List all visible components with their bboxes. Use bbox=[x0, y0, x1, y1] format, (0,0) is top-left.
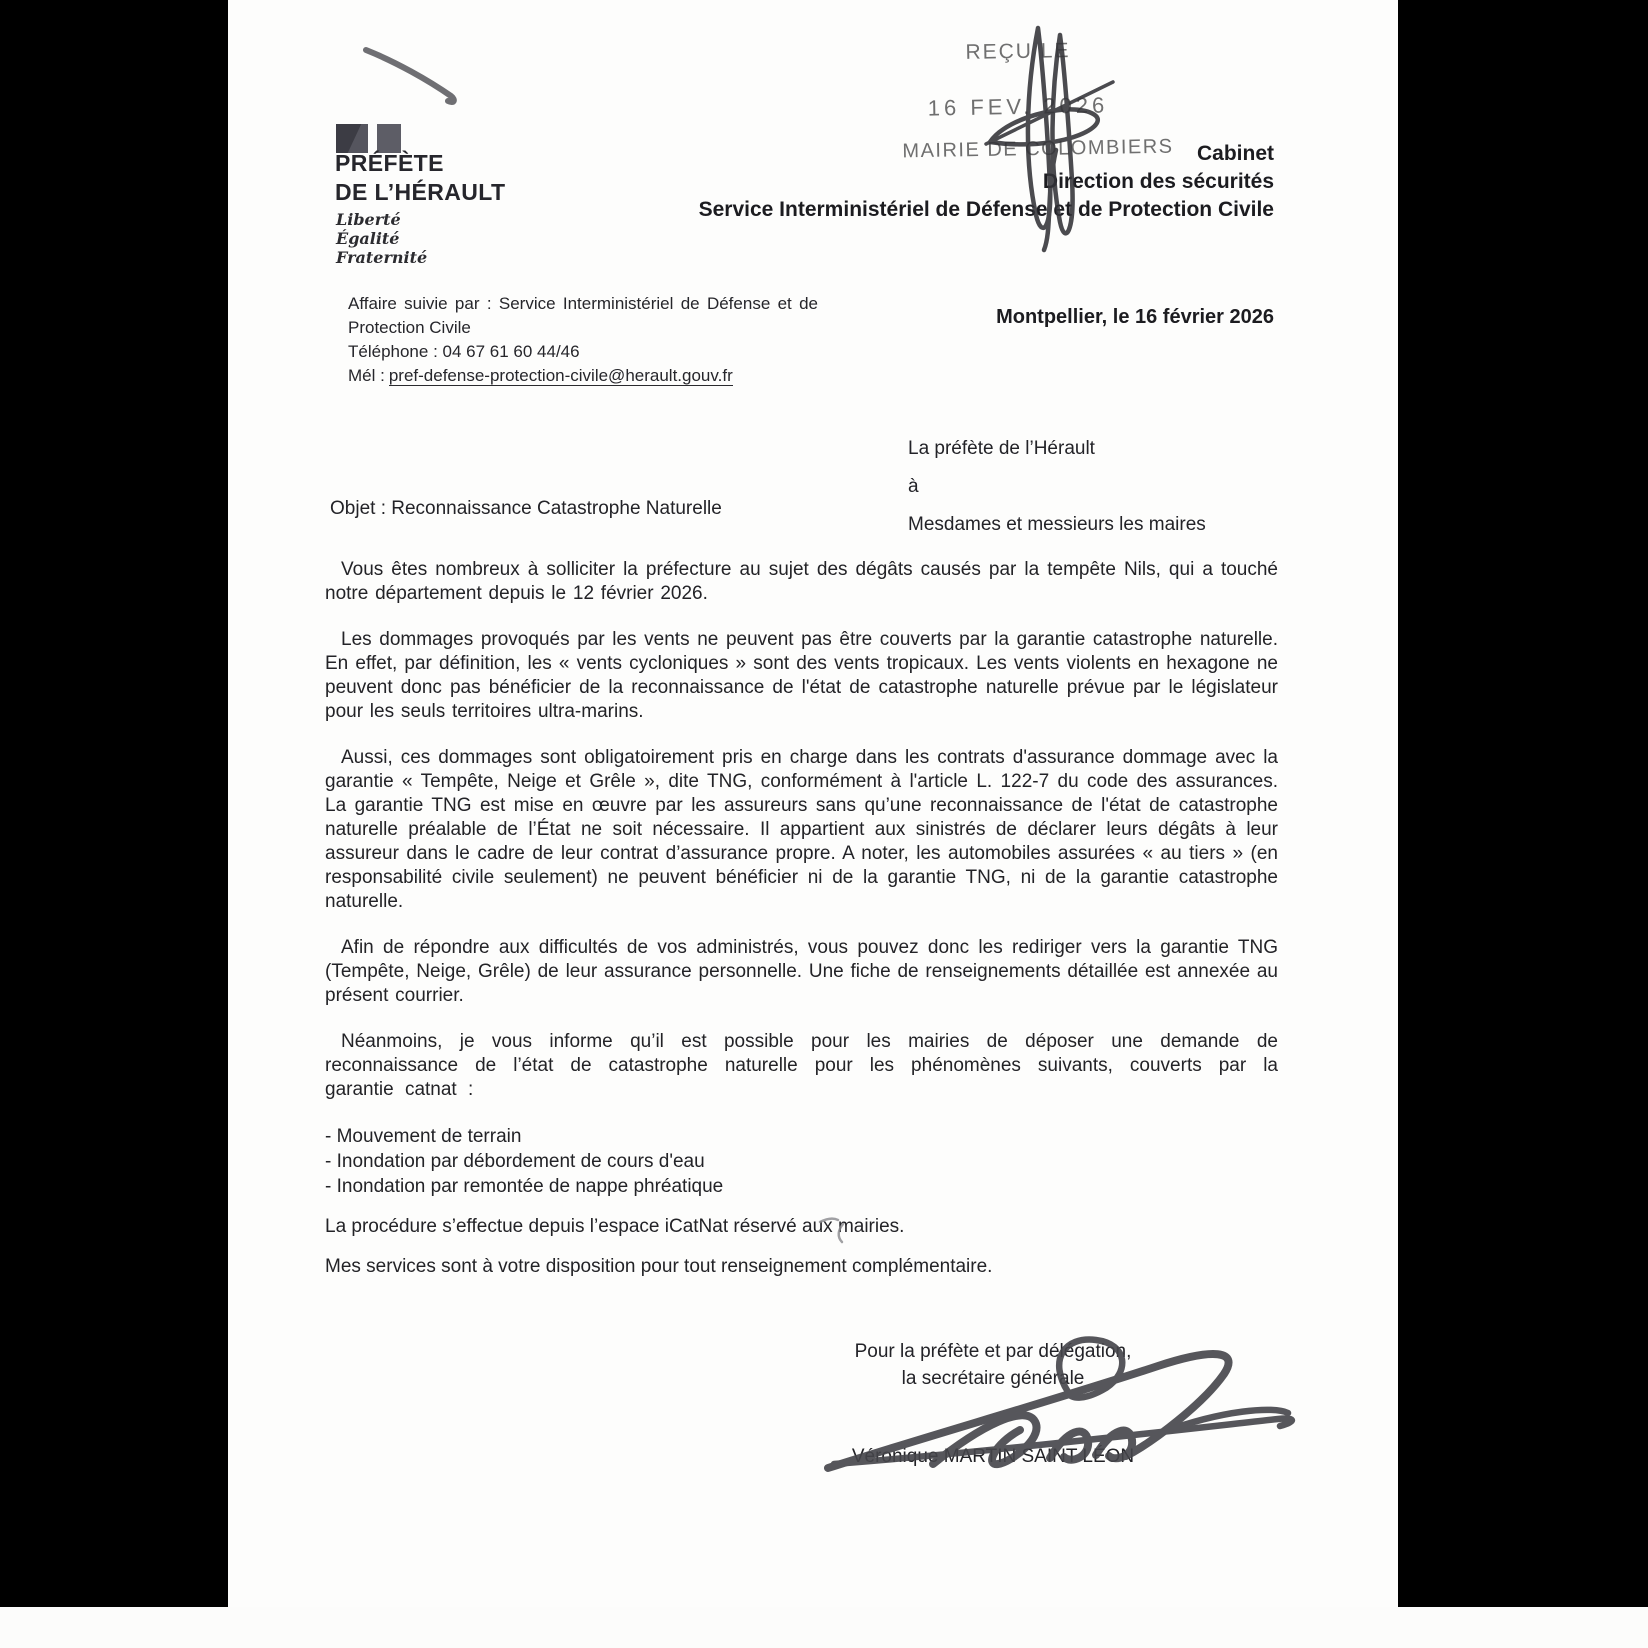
paragraph: Les dommages provoqués par les vents ne peuvent pas être couverts par la garantie catastrophe naturelle. En effet, par définition, les « vents cycloniques » sont des vents tropicaux. Les vents violents en hexagone ne peuvent donc pas bénéficier de la reconnaissance de l'état de catastrophe naturelle prévue par le législateur pour les seuls territoires ultra-marins. bbox=[325, 629, 1278, 722]
signature-role-line: la secrétaire générale bbox=[901, 1368, 1085, 1389]
service-cabinet: Cabinet bbox=[1196, 142, 1274, 165]
recipient-addressee: Mesdames et messieurs les maires bbox=[908, 514, 1206, 535]
motto-liberte: Liberté bbox=[336, 210, 401, 229]
contact-email-line bbox=[348, 364, 818, 388]
recipient-sender: La préfète de l’Hérault bbox=[908, 438, 1095, 459]
paragraph: Afin de répondre aux difficultés de vos administrés, vous pouvez donc les rediriger vers la garantie TNG (Tempête, Neige, Grêle) de leur assurance personnelle. Une fiche de renseignements détaillée est annexée au présent courrier. bbox=[325, 937, 1278, 1006]
letter-body bbox=[325, 558, 1278, 1279]
motto-fraternite: Fraternité bbox=[336, 248, 428, 267]
paragraph: Aussi, ces dommages sont obligatoirement pris en charge dans les contrats d'assurance dommage avec la garantie « Tempête, Neige et Grêle », dite TNG, conformément à l'article L. 122-7 du code des assurances. La garantie TNG est mise en œuvre par les assureurs sans qu’une reconnaissance de l'état de catastrophe naturelle préalable de l’État ne soit nécessaire. Il appartient aux sinistrés de déclarer leurs dégâts à leur assureur dans le cadre de leur contrat d’assurance propre. A noter, les automobiles assurées « au tiers » (en responsabilité civile seulement) ne peuvent bénéficier ni de la garantie TNG, ni de la garantie catastrophe naturelle. bbox=[325, 747, 1278, 912]
phenomena-list bbox=[325, 1124, 1278, 1199]
subject-line: Objet : Reconnaissance Catastrophe Naturelle bbox=[330, 498, 722, 519]
service-direction: Direction des sécurités bbox=[1042, 170, 1274, 193]
signature-delegation-line: Pour la préfète et par délégation, bbox=[854, 1341, 1132, 1362]
letterhead-motto bbox=[336, 210, 427, 267]
pen-stroke-icon bbox=[366, 50, 454, 102]
list-item: - Inondation par remontée de nappe phréatique bbox=[325, 1176, 724, 1197]
paragraph: Néanmoins, je vous informe qu’il est possible pour les mairies de déposer une demande de reconnaissance de l’état de catastrophe naturelle pour les phénomènes suivants, couverts par la garantie catnat : bbox=[325, 1031, 1278, 1100]
received-stamp-mairie: MAIRIE DE COLOMBIERS bbox=[902, 135, 1174, 163]
service-sidpc: Service Interministériel de Défense et de Protection Civile bbox=[698, 198, 1274, 221]
letterhead-title bbox=[335, 149, 505, 207]
signature-block bbox=[823, 1338, 1163, 1392]
list-item: - Inondation par débordement de cours d'eau bbox=[325, 1151, 705, 1172]
letter-page bbox=[228, 0, 1398, 1607]
contact-phone: Téléphone : 04 67 61 60 44/46 bbox=[348, 342, 580, 361]
letterhead-title-line1: PRÉFÈTE bbox=[335, 150, 444, 176]
contact-email: pref-defense-protection-civile@herault.gouv.fr bbox=[388, 366, 733, 385]
paragraph: Vous êtes nombreux à solliciter la préfecture au sujet des dégâts causés par la tempête Nils, qui a touché notre département depuis le 12 février 2026. bbox=[325, 559, 1278, 604]
closing-line: La procédure s’effectue depuis l’espace iCatNat réservé aux mairies. bbox=[325, 1216, 905, 1237]
closing-line: Mes services sont à votre disposition pour tout renseignement complémentaire. bbox=[325, 1256, 993, 1277]
received-stamp-date: 16 FEV. 2026 bbox=[927, 92, 1109, 121]
recipient-preposition: à bbox=[908, 476, 919, 497]
dateline: Montpellier, le 16 février 2026 bbox=[996, 306, 1274, 328]
contact-affaire: Affaire suivie par : Service Interministériel de Défense et de Protection Civile bbox=[348, 294, 818, 337]
contact-email-label: Mél : bbox=[348, 366, 385, 385]
motto-egalite: Égalité bbox=[336, 229, 400, 248]
scan-bottom-edge bbox=[0, 1607, 1648, 1648]
letterhead-title-line2: DE L’HÉRAULT bbox=[335, 179, 506, 205]
received-stamp-line1: REÇU LE bbox=[965, 39, 1071, 64]
service-block bbox=[554, 140, 1274, 224]
contact-block bbox=[348, 292, 818, 388]
signer-name: Véronique MARTIN SAINT LÉON bbox=[851, 1446, 1135, 1467]
list-item: - Mouvement de terrain bbox=[325, 1126, 522, 1147]
